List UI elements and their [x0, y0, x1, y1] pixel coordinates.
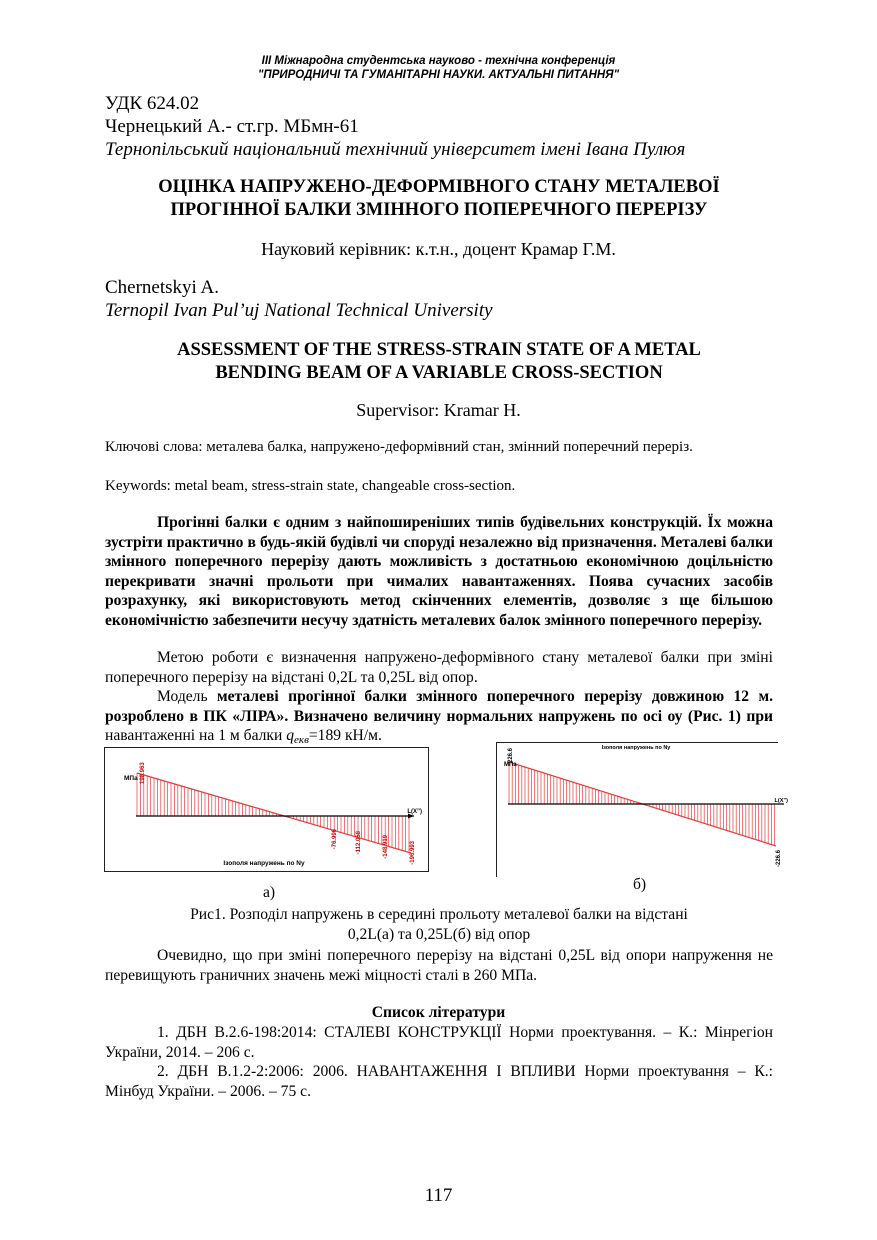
conference-header-line1: ІІІ Міжнародна студентська науково - технічна конференція [261, 55, 616, 67]
paragraph-aim: Метою роботи є визначення напружено-деформівного стану металевої балки при зміні поперечного перерізу на відстані 0,2L та 0,25L від опор. [105, 649, 773, 686]
figure-a-label-4: -148.919 [383, 835, 389, 859]
figure-a-label-2: -76.996 [332, 829, 338, 850]
figure-b-unit: МПа [504, 762, 517, 768]
figure-b-label-max: 226.6 [508, 747, 514, 763]
title-en-line1: ASSESSMENT OF THE STRESS-STRAIN STATE OF A METAL [177, 340, 701, 360]
figure-a-title: Ізополя напружень по Ny [223, 860, 305, 867]
conference-header-line2: "ПРИРОДНИЧІ ТА ГУМАНІТАРНІ НАУКИ. АКТУАЛЬНІ ПИТАННЯ" [257, 69, 620, 81]
references-title: Список літератури [371, 1004, 506, 1021]
figure-b-axis-label: L(X”) [774, 798, 788, 804]
reference-2: 2. ДБН В.1.2-2:2006: 2006. НАВАНТАЖЕННЯ І ВПЛИВИ Норми проектування – К.: Мінбуд України. – 2006. – 75 с. [105, 1063, 773, 1100]
title-ua-line1: ОЦІНКА НАПРУЖЕНО-ДЕФОРМІВНОГО СТАНУ МЕТАЛЕВОЇ [158, 177, 720, 197]
figure-b-title: Ізополя напружень по Ny [601, 745, 671, 751]
figure-b-letter: б) [633, 876, 647, 893]
figure-a-label-max: 198.963 [140, 762, 146, 784]
affiliation-ua: Тернопільський національний технічний університет імені Івана Пулюя [105, 139, 686, 160]
paragraph-intro: Прогінні балки є одним з найпоширеніших типів будівельних конструкцій. Їх можна зустріти практично в будь-якій будівлі чи споруді незалежно від призначення. Металеві балки змінного поперечного перерізу дають можливість з достатньою економічною доцільністю перекривати значні прольоти при чималих навантаженнях. Поява сучасних засобів розрахунку, які використовують метод скінченних елементів, дозволяє з ще більшою економічністю забезпечити несучу здатність металевих балок змінного поперечного перерізу. [105, 514, 773, 629]
udc-code: УДК 624.02 [105, 93, 200, 114]
keywords-en: Keywords: metal beam, stress-strain state, changeable cross-section. [105, 478, 516, 494]
paragraph-conclusion: Очевидно, що при зміні поперечного перерізу на відстані 0,25L від опори напруження не перевищують граничних значень межі міцності сталі в 260 МПа. [105, 947, 773, 984]
load-symbol: q [286, 727, 295, 745]
supervisor-en: Supervisor: Kramar H. [356, 400, 521, 420]
supervisor-ua: Науковий керівник: к.т.н., доцент Крамар Г.М. [261, 239, 616, 259]
model-text-load: навантаженні на 1 м балки [105, 727, 287, 745]
model-text-start: Модель [157, 688, 217, 705]
affiliation-en: Ternopil Ivan Pul’uj National Technical University [105, 300, 493, 321]
figure-a-frame [105, 748, 429, 872]
figure-caption-line1: Рис1. Розподіл напружень в середині прольоту металевої балки на відстані [190, 906, 688, 923]
figure-a-unit: МПа [124, 775, 138, 782]
author-ua: Чернецький А.- ст.гр. МБмн-61 [105, 116, 359, 137]
page-number: 117 [424, 1185, 453, 1206]
figure-b-label-min: -226.6 [776, 850, 782, 868]
title-ua-line2: ПРОГІННОЇ БАЛКИ ЗМІННОГО ПОПЕРЕЧНОГО ПЕРЕРІЗУ [170, 200, 708, 220]
figure-a-axis-label: L(X”) [407, 809, 422, 815]
model-text-bold: металеві прогінної балки змінного поперечного перерізу довжиною 12 м. розроблено в ПК «ЛІРА». Визначено величину нормальних напружень по осі оу (Рис. 1) при [105, 688, 773, 725]
author-en: Chernetskyi A. [105, 277, 219, 298]
figure-a-label-min: -196.993 [410, 841, 416, 865]
load-value: =189 кН/м. [308, 727, 382, 745]
figure-a-label-3: -112.058 [356, 831, 362, 855]
title-en-line2: BENDING BEAM OF A VARIABLE CROSS-SECTION [215, 363, 663, 383]
figure-a-stress-diagram [104, 747, 429, 872]
load-subscript: екв [294, 734, 309, 747]
figure-caption-line2: 0,2L(а) та 0,25L(б) від опор [347, 926, 531, 943]
keywords-ua: Ключові слова: металева балка, напружено-деформівний стан, змінний поперечний переріз. [105, 439, 693, 455]
figure-a-letter: а) [263, 884, 276, 901]
figure-b-stress-diagram [496, 742, 788, 877]
reference-1: 1. ДБН В.2.6-198:2014: СТАЛЕВІ КОНСТРУКЦІЇ Норми проектування. – К.: Мінрегіон України, 2014. – 206 с. [105, 1024, 773, 1061]
